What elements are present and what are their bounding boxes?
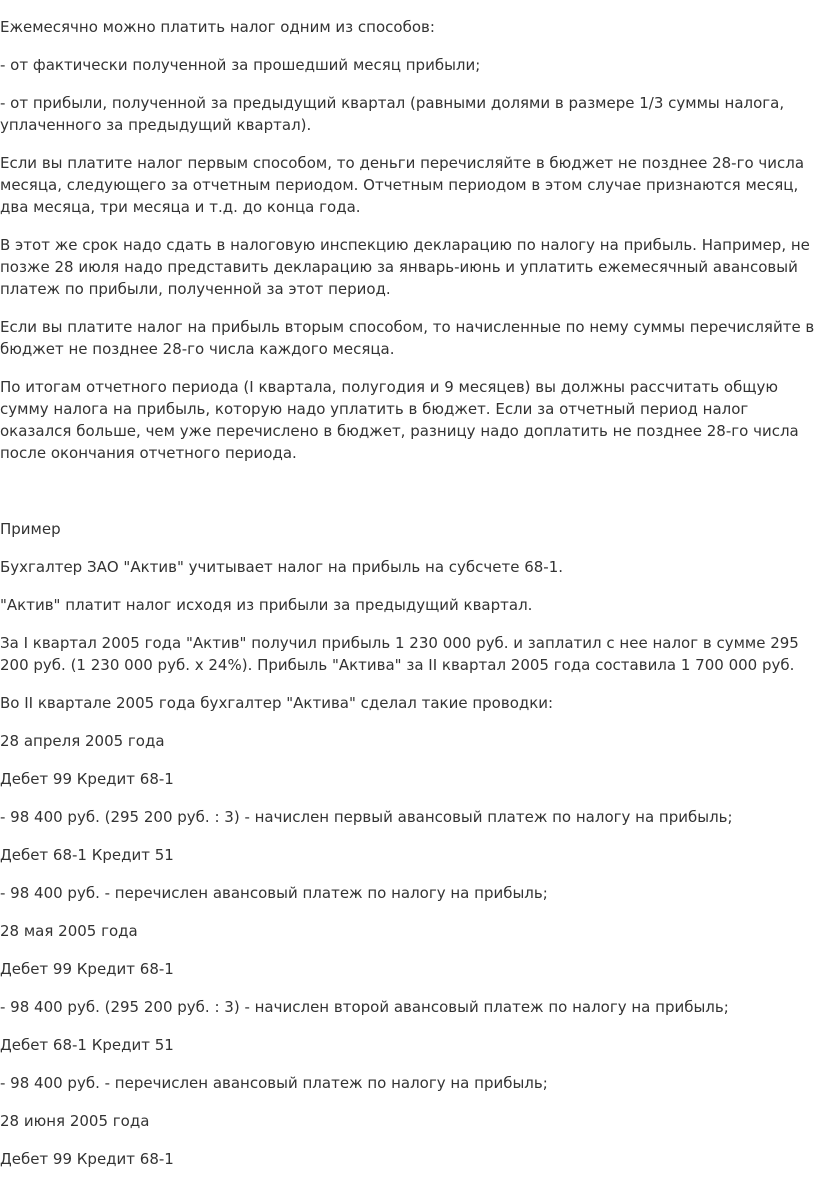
entry-description: - 98 400 руб. - перечислен авансовый платеж по налогу на прибыль;: [0, 1074, 548, 1092]
paragraph-intro: Ежемесячно можно платить налог одним из способов:: [0, 18, 435, 36]
entry-account: Дебет 99 Кредит 68-1: [0, 770, 174, 788]
entry-description: - 98 400 руб. - перечислен авансовый платеж по налогу на прибыль;: [0, 884, 548, 902]
entry-date: 28 июня 2005 года: [0, 1112, 150, 1130]
paragraph-second-method: Если вы платите налог на прибыль вторым способом, то начисленные по нему суммы перечисляйте в бюджет не позднее 28-го числа каждого месяца.: [0, 318, 815, 358]
list-item-method-2: - от прибыли, полученной за предыдущий квартал (равными долями в размере 1/3 суммы налога, уплаченного за предыдущий квартал).: [0, 94, 785, 134]
paragraph-declaration: В этот же срок надо сдать в налоговую инспекцию декларацию по налогу на прибыль. Например, не позже 28 июля надо представить декларацию за январь-июнь и уплатить ежемесячный авансовый платеж по прибыли, полученной за этот период.: [0, 236, 810, 298]
document-body: [0, 16, 816, 1186]
entry-date: 28 мая 2005 года: [0, 922, 138, 940]
blank-spacer: [0, 480, 816, 518]
list-item-method-1: - от фактически полученной за прошедший месяц прибыли;: [0, 56, 481, 74]
paragraph-example-q1: За I квартал 2005 года "Актив" получил прибыль 1 230 000 руб. и заплатил с нее налог в сумме 295 200 руб. (1 230 000 руб. x 24%). Прибыль "Актива" за II квартал 2005 года составила 1 700 000 руб.: [0, 634, 799, 674]
paragraph-example-accountant: Бухгалтер ЗАО "Актив" учитывает налог на прибыль на субсчете 68-1.: [0, 558, 564, 576]
entry-account: Дебет 68-1 Кредит 51: [0, 846, 174, 864]
paragraph-reporting-period: По итогам отчетного периода (I квартала, полугодия и 9 месяцев) вы должны рассчитать общую сумму налога на прибыль, которую надо уплатить в бюджет. Если за отчетный период налог оказался больше, чем уже перечислено в бюджет, разницу надо доплатить не позднее 28-го числа после окончания отчетного периода.: [0, 378, 799, 462]
entry-account: Дебет 99 Кредит 68-1: [0, 960, 174, 978]
paragraph-example-method: "Актив" платит налог исходя из прибыли за предыдущий квартал.: [0, 596, 533, 614]
example-heading: Пример: [0, 520, 61, 538]
entry-account: Дебет 68-1 Кредит 51: [0, 1036, 174, 1054]
entry-description: - 98 400 руб. (295 200 руб. : 3) - начислен второй авансовый платеж по налогу на прибыль;: [0, 998, 729, 1016]
paragraph-example-entries: Во II квартале 2005 года бухгалтер "Актива" сделал такие проводки:: [0, 694, 554, 712]
paragraph-first-method: Если вы платите налог первым способом, то деньги перечисляйте в бюджет не позднее 28-го числа месяца, следующего за отчетным периодом. Отчетным периодом в этом случае признаются месяц, два месяца, три месяца и т.д. до конца года.: [0, 154, 805, 216]
entry-account: Дебет 99 Кредит 68-1: [0, 1150, 174, 1168]
entry-date: 28 апреля 2005 года: [0, 732, 165, 750]
entry-description: - 98 400 руб. (295 200 руб. : 3) - начислен первый авансовый платеж по налогу на прибыль;: [0, 808, 733, 826]
